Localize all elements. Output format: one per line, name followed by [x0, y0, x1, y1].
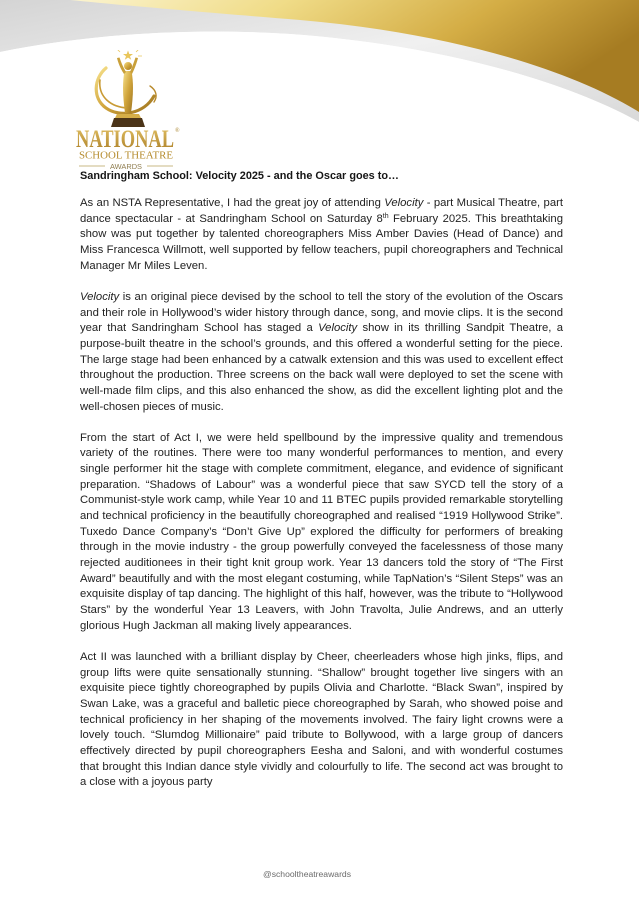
paragraph-text: is an original piece devised by the school to tell the story of the evolution of the Oscars and their role in Hollywood’s wider history through dance, song, and movie clips. It is the second year that Sandringham School has staged a [80, 290, 563, 335]
paragraph-2 [80, 290, 563, 415]
ordinal-suffix: th [382, 212, 389, 220]
article-title: Sandringham School: Velocity 2025 - and the Oscar goes to… [80, 170, 399, 182]
article-body [80, 196, 563, 807]
paragraph-3 [80, 431, 563, 635]
logo-national-text: NATIONAL [76, 126, 174, 153]
paragraph-text: From the start of Act I, we were held spellbound by the impressive quality and tremendous variety of the routines. There were too many wonderful performances to mention, and every single performer hit the stage with complete commitment, elegance, and evidence of significant preparation. “Shadows of Labour” was a wonderful piece that saw SYCD tell the story of a Communist-style work camp, while Year 10 and 11 BTEC pupils provided remarkable storytelling and technical proficiency in the beautifully choreographed and realised “1919 Hollywood Strike”. Tuxedo Dance Company’s “Don’t Give Up” explored the difficulty for performers of breaking through in the movie industry - the group powerfully conveyed the facelessness of those many rejected auditionees in their tight knit group work. Year 13 dancers told the story of “The First Award” beautifully and with the most elegant costuming, while TapNation’s “Silent Steps” was an exquisite display of tap dancing. The highlight of this half, however, was the tribute to “Hollywood Stars” by the wonderful Year 13 Leavers, with John Travolta, Julie Andrews, and an utterly glorious Hugh Jackman all making lively appearances. [80, 431, 563, 632]
paragraph-text: show in its thrilling Sandpit Theatre, a purpose-built theatre in the school’s grounds, and this offered a wonderful setting for the piece. The large stage had been enhanced by a catwalk extension and this was used to excellent effect throughout the production. Three screens on the back wall were deployed to set the scene with well-made film clips, and this also enhanced the show, as did the excellent lighting plot and the well-chosen pieces of music. [80, 322, 563, 413]
paragraph-4 [80, 650, 563, 791]
show-title-italic: Velocity [80, 290, 120, 303]
paragraph-text: Act II was launched with a brilliant display by Cheer, cheerleaders whose high jinks, flips, and group lifts were quite sensationally stunning. “Shallow” brought together live singers with an exquisite piece tightly choreographed by pupils Olivia and Charlotte. “Black Swan”, inspired by Swan Lake, was a graceful and balletic piece choreographed by Sarah, who showed poise and technical proficiency in her shaping of the movements involved. The fairy light crowns were a lovely touch. “Slumdog Millionaire” paid tribute to Bollywood, with a large group of dancers effectively directed by pupil choreographers Eesha and Saloni, and with wonderful costumes that brought this Indian dance style vividly and colourfully to life. The second act was brought to a close with a joyous party [80, 650, 563, 789]
show-title-italic: Velocity [384, 197, 424, 209]
footer-social-handle: @schooltheatreawards [262, 869, 352, 879]
paragraph-text: - part Musical Theatre, part dance spectacular - at Sandringham School on Saturday 8 [80, 197, 564, 225]
award-statue-icon [96, 50, 156, 127]
paragraph-text: February 2025. This breathtaking show was put together by talented choreographers Miss Amber Davies (Head of Dance) and Miss Francesca Willmott, well supported by fellow teachers, pupil choreographers and Technical Manager Mr Miles Leven. [80, 212, 563, 272]
nsta-logo [70, 50, 182, 172]
show-title-italic: Velocity [318, 322, 358, 335]
logo-awards-text: AWARDS [110, 162, 142, 171]
paragraph-1 [80, 196, 563, 274]
paragraph-text: As an NSTA Representative, I had the great joy of attending [80, 197, 385, 209]
logo-school-theatre-text: SCHOOL THEATRE [79, 150, 173, 162]
logo-registered-mark: ® [175, 128, 180, 134]
